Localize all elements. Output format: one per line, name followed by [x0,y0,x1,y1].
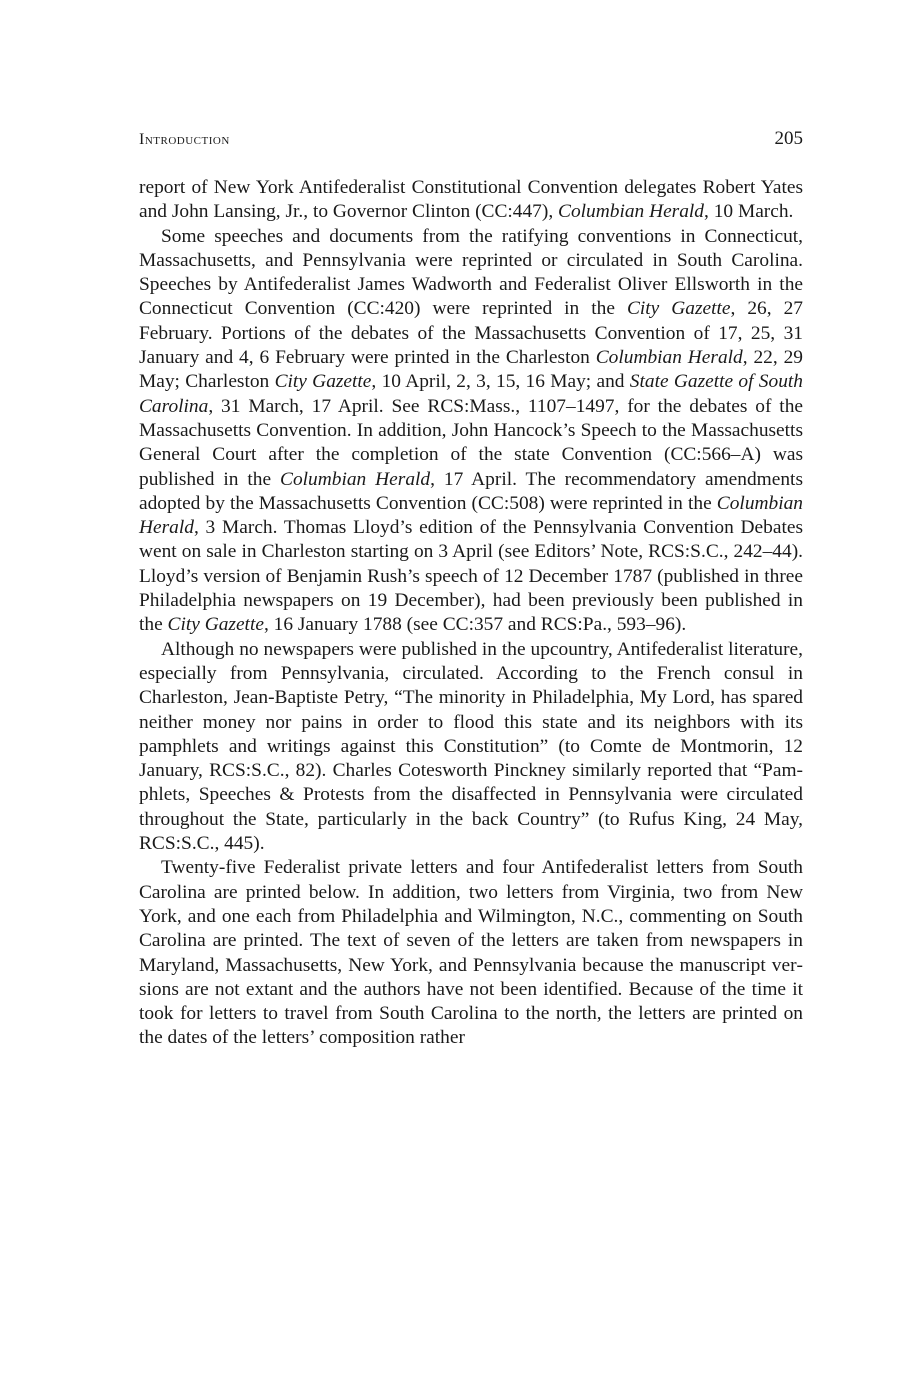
page-number: 205 [774,128,803,149]
text-run: Twenty-five Federalist private letters and four Antifederalist letters from South Carolina are printed below. In addition, two letters from Virginia, two from New York, and one each from Philadelphia and Wilmington, N.C., commenting on South Carolina are printed. The text of seven of the letters are taken from newspapers in Maryland, Massachusetts, New York, and Pennsylvania because the manuscript versions are not extant and the authors have not been identified. Because of the time it took for letters to travel from South Carolina to the north, the letters are printed on the dates of the letters’ composition rather [139,857,803,1049]
text-run: , 16 January 1788 (see CC:357 and RCS:Pa., 593–96). [263,614,687,636]
text-run: , 17 April. The recommendatory amendments adopted by the Massachusetts Convention (CC:508) were reprinted in the [139,468,803,514]
text-run: , 26, 27 February. Portions of the debates of the Massachusetts Convention of 17, 25, 31 January and 4, 6 February were printed in the Charleston [139,298,803,369]
italic-title-run: Columbian Herald [595,347,743,369]
body-text [139,176,803,1051]
italic-title-run: Columbian Herald [139,492,803,539]
italic-title-run: City Gazette [274,371,372,393]
running-head-title: Introduction [139,131,230,148]
text-run: , 3 March. Thomas Lloyd’s edition of the Pennsylvania Convention Debates went on sale in Charleston starting on 3 April (see Editors’ Note, RCS:S.C., 242–44). Lloyd’s version of Benjamin Rush’s speech of 12 December 1787 (published in three Philadelphia newspapers on 19 December), had been previously been published in the [139,517,803,636]
italic-title-run: Columbian Herald [280,468,431,490]
body-paragraph [139,856,803,1050]
italic-title-run: City Gazette [626,298,731,320]
italic-title-run: Columbian Herald [558,201,705,223]
text-run: , 22, 29 May; Charleston [139,347,803,393]
italic-title-run: City Gazette [167,614,264,636]
italic-title-run: State Gazette of South Carolina [139,371,803,417]
body-paragraph [139,638,803,857]
book-page [139,128,803,1051]
text-run: , 10 March. [704,201,794,223]
text-run: report of New York Antifederalist Constitutional Convention delegates Robert Yates and John Lansing, Jr., to Governor Clinton (CC:447), [139,177,803,223]
text-run: Some speeches and documents from the ratifying conventions in Connecticut, Massachusetts, and Pennsylvania were reprinted or circulated in South Carolina. Speeches by Antifederalist James Wadworth and Federalist Oliver Ellsworth in the Connecticut Convention (CC:420) were reprinted in the [139,225,803,320]
text-run: , 10 April, 2, 3, 15, 16 May; and [371,371,630,393]
text-run: , 31 March, 17 April. See RCS:Mass., 1107–1497, for the debates of the Massachusetts Convention. In addition, John Hancock’s Speech to the Massachusetts General Court after the completion of the state Convention (CC:566–A) was published in the [139,395,803,490]
text-run: Although no newspapers were published in the upcountry, Antifederalist literature, especially from Pennsylvania, circulated. According to the French consul in Charleston, Jean-Baptiste Petry, “The minority in Philadelphia, My Lord, has spared neither money nor pains in order to flood this state and its neighbors with its pamphlets and writings against this Constitution” (to Comte de Montmorin, 12 January, RCS:​S.C., 82). Charles Cotesworth Pinckney similarly reported that “Pamphlets, Speeches & Protests from the disaffected in Pennsylvania were circulated throughout the State, particularly in the back Country” (to Rufus King, 24 May, RCS:S.C., 445). [139,638,803,855]
body-paragraph [139,176,803,225]
body-paragraph [139,225,803,638]
running-head [139,128,803,158]
